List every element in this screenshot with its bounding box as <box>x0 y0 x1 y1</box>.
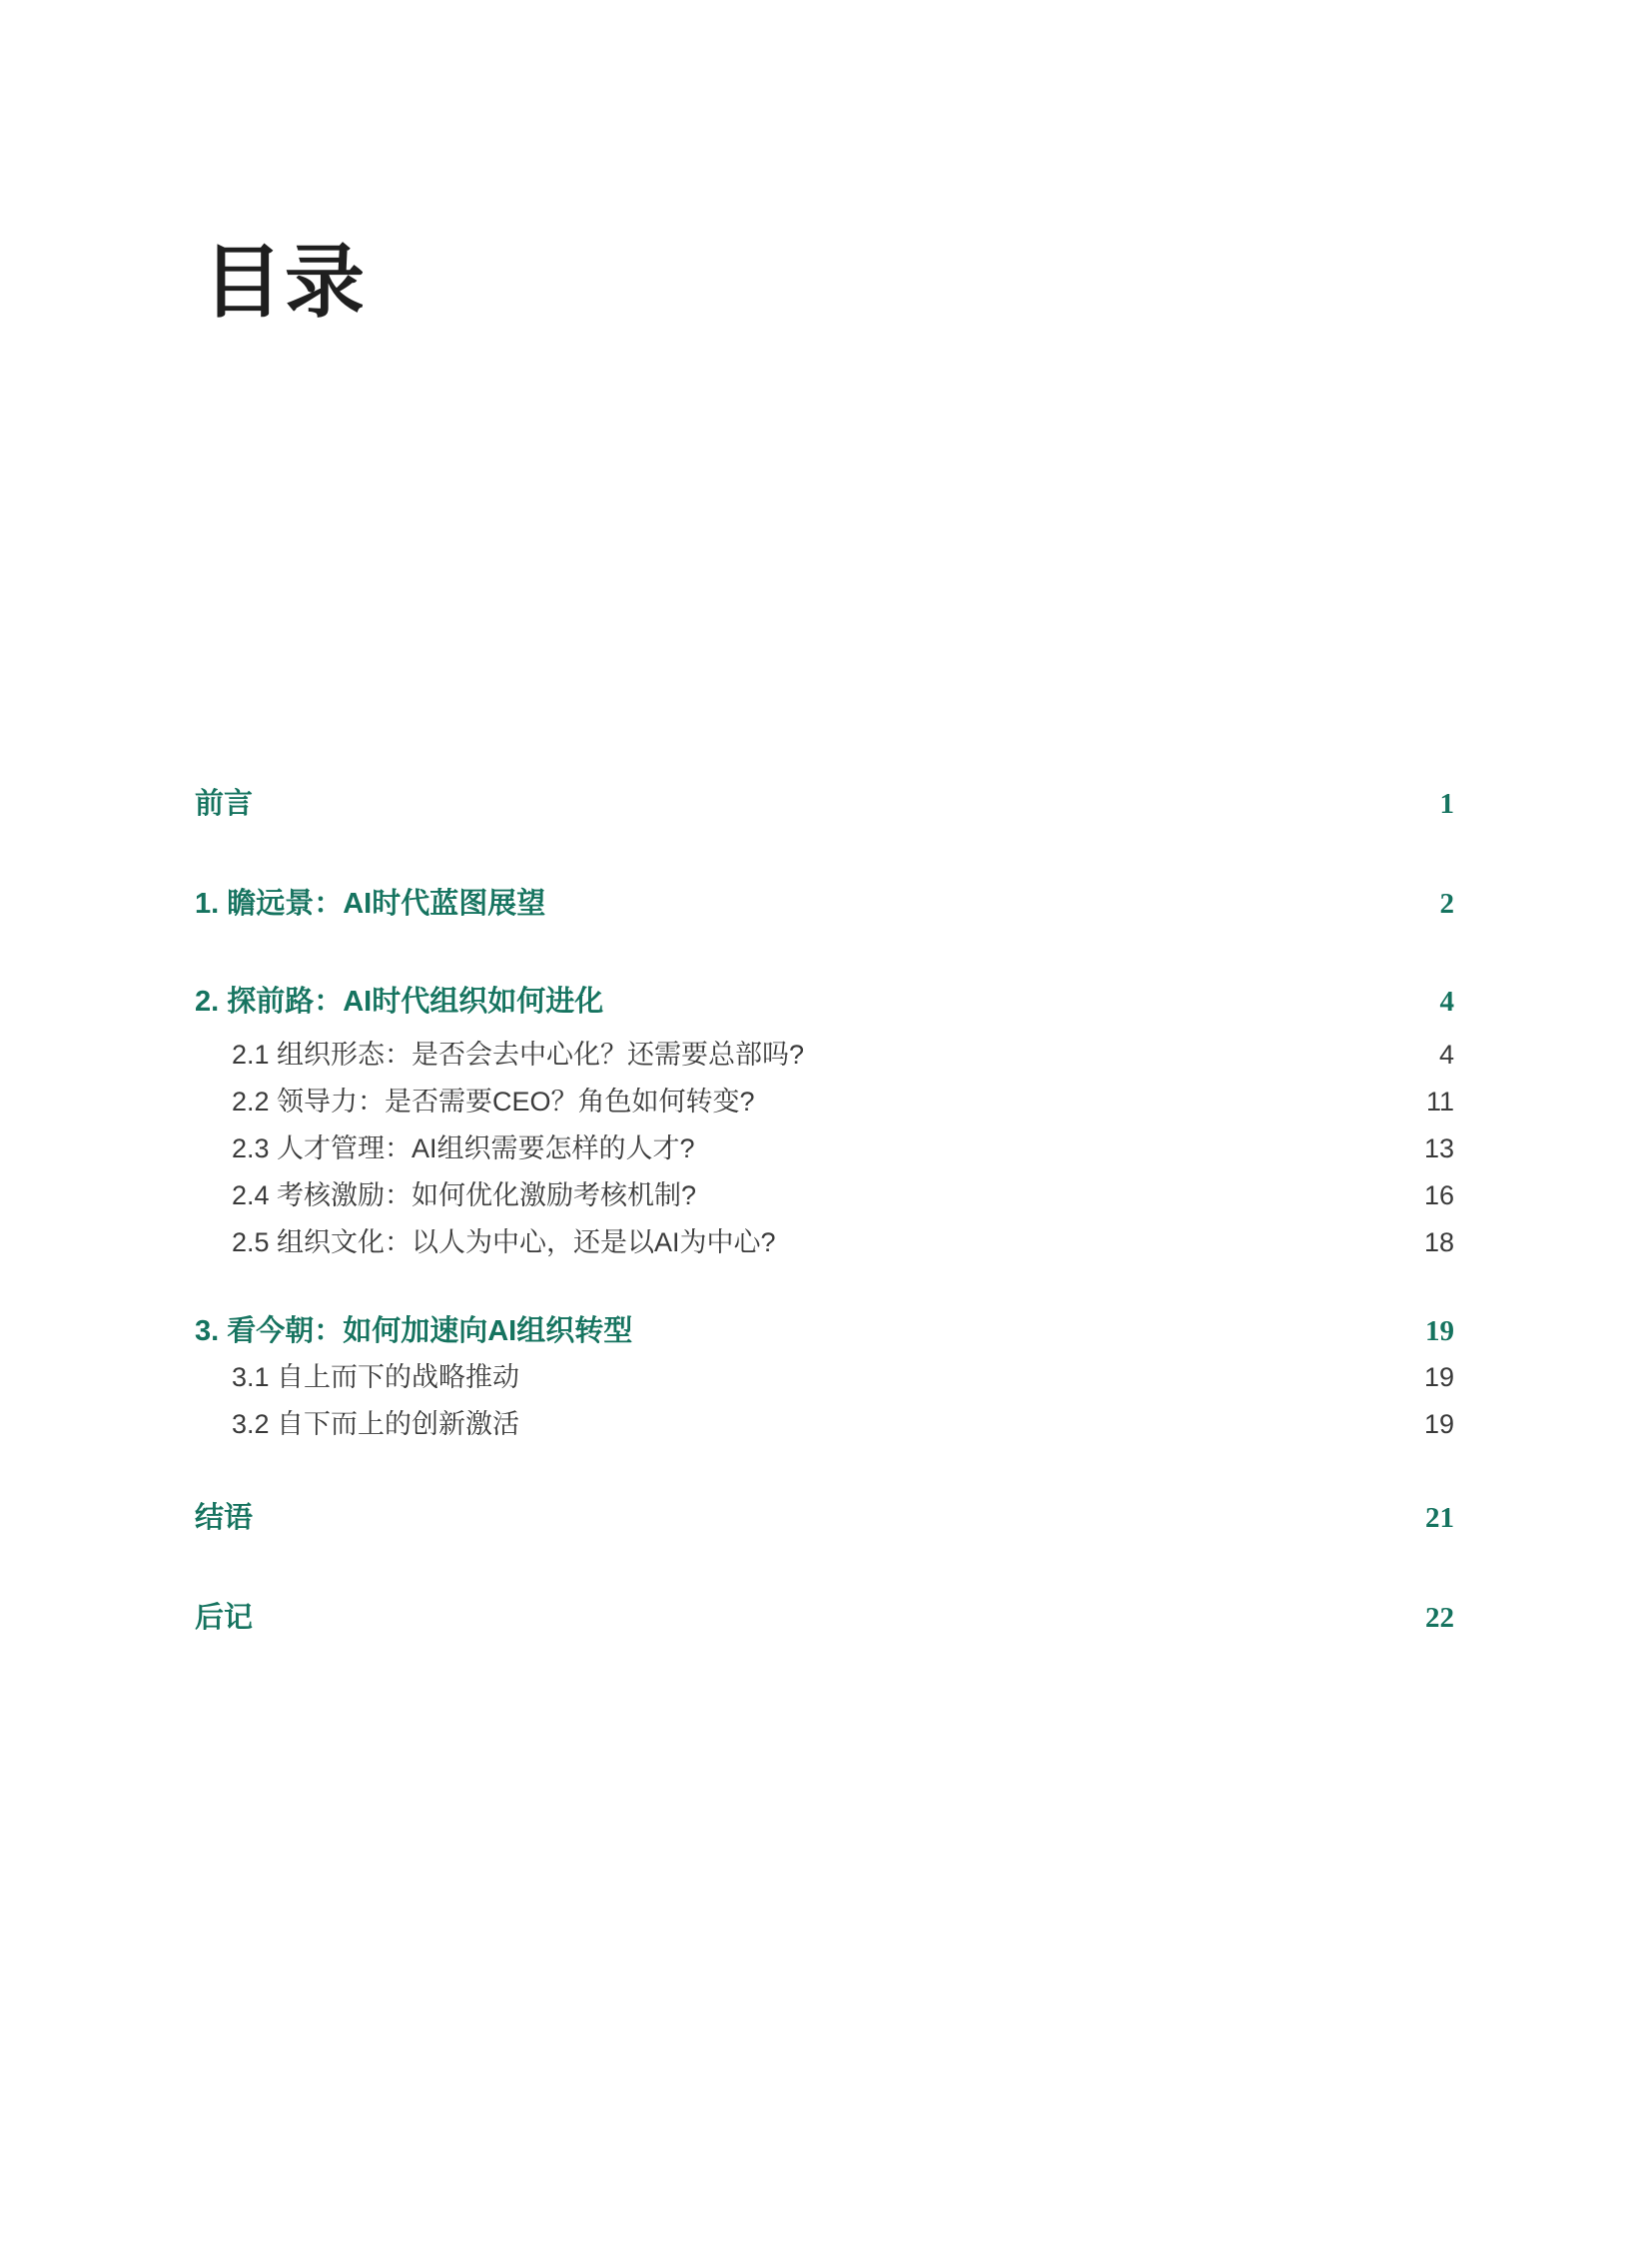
toc-entry[interactable] <box>232 1132 1454 1164</box>
toc-entry[interactable] <box>195 1501 1454 1535</box>
toc-entry[interactable] <box>232 1408 1454 1440</box>
toc-entry-label: 后记 <box>195 1602 254 1634</box>
toc-entry-page: 19 <box>1423 1362 1454 1392</box>
toc-entry-page: 2 <box>1439 888 1454 920</box>
toc-entry-page: 19 <box>1425 1315 1454 1347</box>
toc-entry-label: 2.2 领导力：是否需要CEO？角色如何转变? <box>232 1087 755 1117</box>
toc-entry-page: 4 <box>1439 986 1454 1018</box>
toc-entry[interactable] <box>232 1179 1454 1211</box>
toc-entry[interactable] <box>232 1226 1454 1258</box>
toc-entry-label: 1. 瞻远景：AI时代蓝图展望 <box>195 888 546 920</box>
toc-entry-label: 结语 <box>195 1502 254 1534</box>
toc-entry-label: 2. 探前路：AI时代组织如何进化 <box>195 986 604 1018</box>
toc-entry-label: 3.1 自上而下的战略推动 <box>232 1362 520 1392</box>
toc-entry[interactable] <box>195 887 1454 921</box>
toc-entry[interactable] <box>232 1039 1454 1071</box>
page-title: 目录 <box>203 239 367 328</box>
toc-entry-page: 16 <box>1423 1180 1454 1210</box>
toc-entry[interactable] <box>195 1601 1454 1635</box>
toc-entry-label: 2.5 组织文化：以人为中心，还是以AI为中心? <box>232 1227 776 1257</box>
toc-entry[interactable] <box>195 787 1454 821</box>
toc-entry-page: 1 <box>1439 788 1454 820</box>
toc-entry-label: 2.3 人才管理：AI组织需要怎样的人才? <box>232 1133 695 1163</box>
toc-entry[interactable] <box>232 1361 1454 1393</box>
toc-entry[interactable] <box>195 985 1454 1019</box>
toc-entry[interactable] <box>232 1086 1454 1118</box>
toc-entry-label: 3. 看今朝：如何加速向AI组织转型 <box>195 1315 633 1347</box>
toc-entry-page: 18 <box>1423 1227 1454 1257</box>
toc-entry-page: 11 <box>1425 1087 1454 1117</box>
toc-entry-page: 22 <box>1425 1602 1454 1634</box>
toc-entry-label: 3.2 自下而上的创新激活 <box>232 1409 520 1439</box>
toc-entry[interactable] <box>195 1314 1454 1348</box>
toc-entry-label: 2.1 组织形态：是否会去中心化？还需要总部吗? <box>232 1040 805 1070</box>
toc-entry-page: 13 <box>1423 1133 1454 1163</box>
toc-entry-label: 2.4 考核激励：如何优化激励考核机制? <box>232 1180 697 1210</box>
toc-entry-page: 4 <box>1438 1040 1454 1070</box>
toc-entry-page: 21 <box>1425 1502 1454 1534</box>
toc-entry-page: 19 <box>1423 1409 1454 1439</box>
toc-entry-label: 前言 <box>195 788 254 820</box>
